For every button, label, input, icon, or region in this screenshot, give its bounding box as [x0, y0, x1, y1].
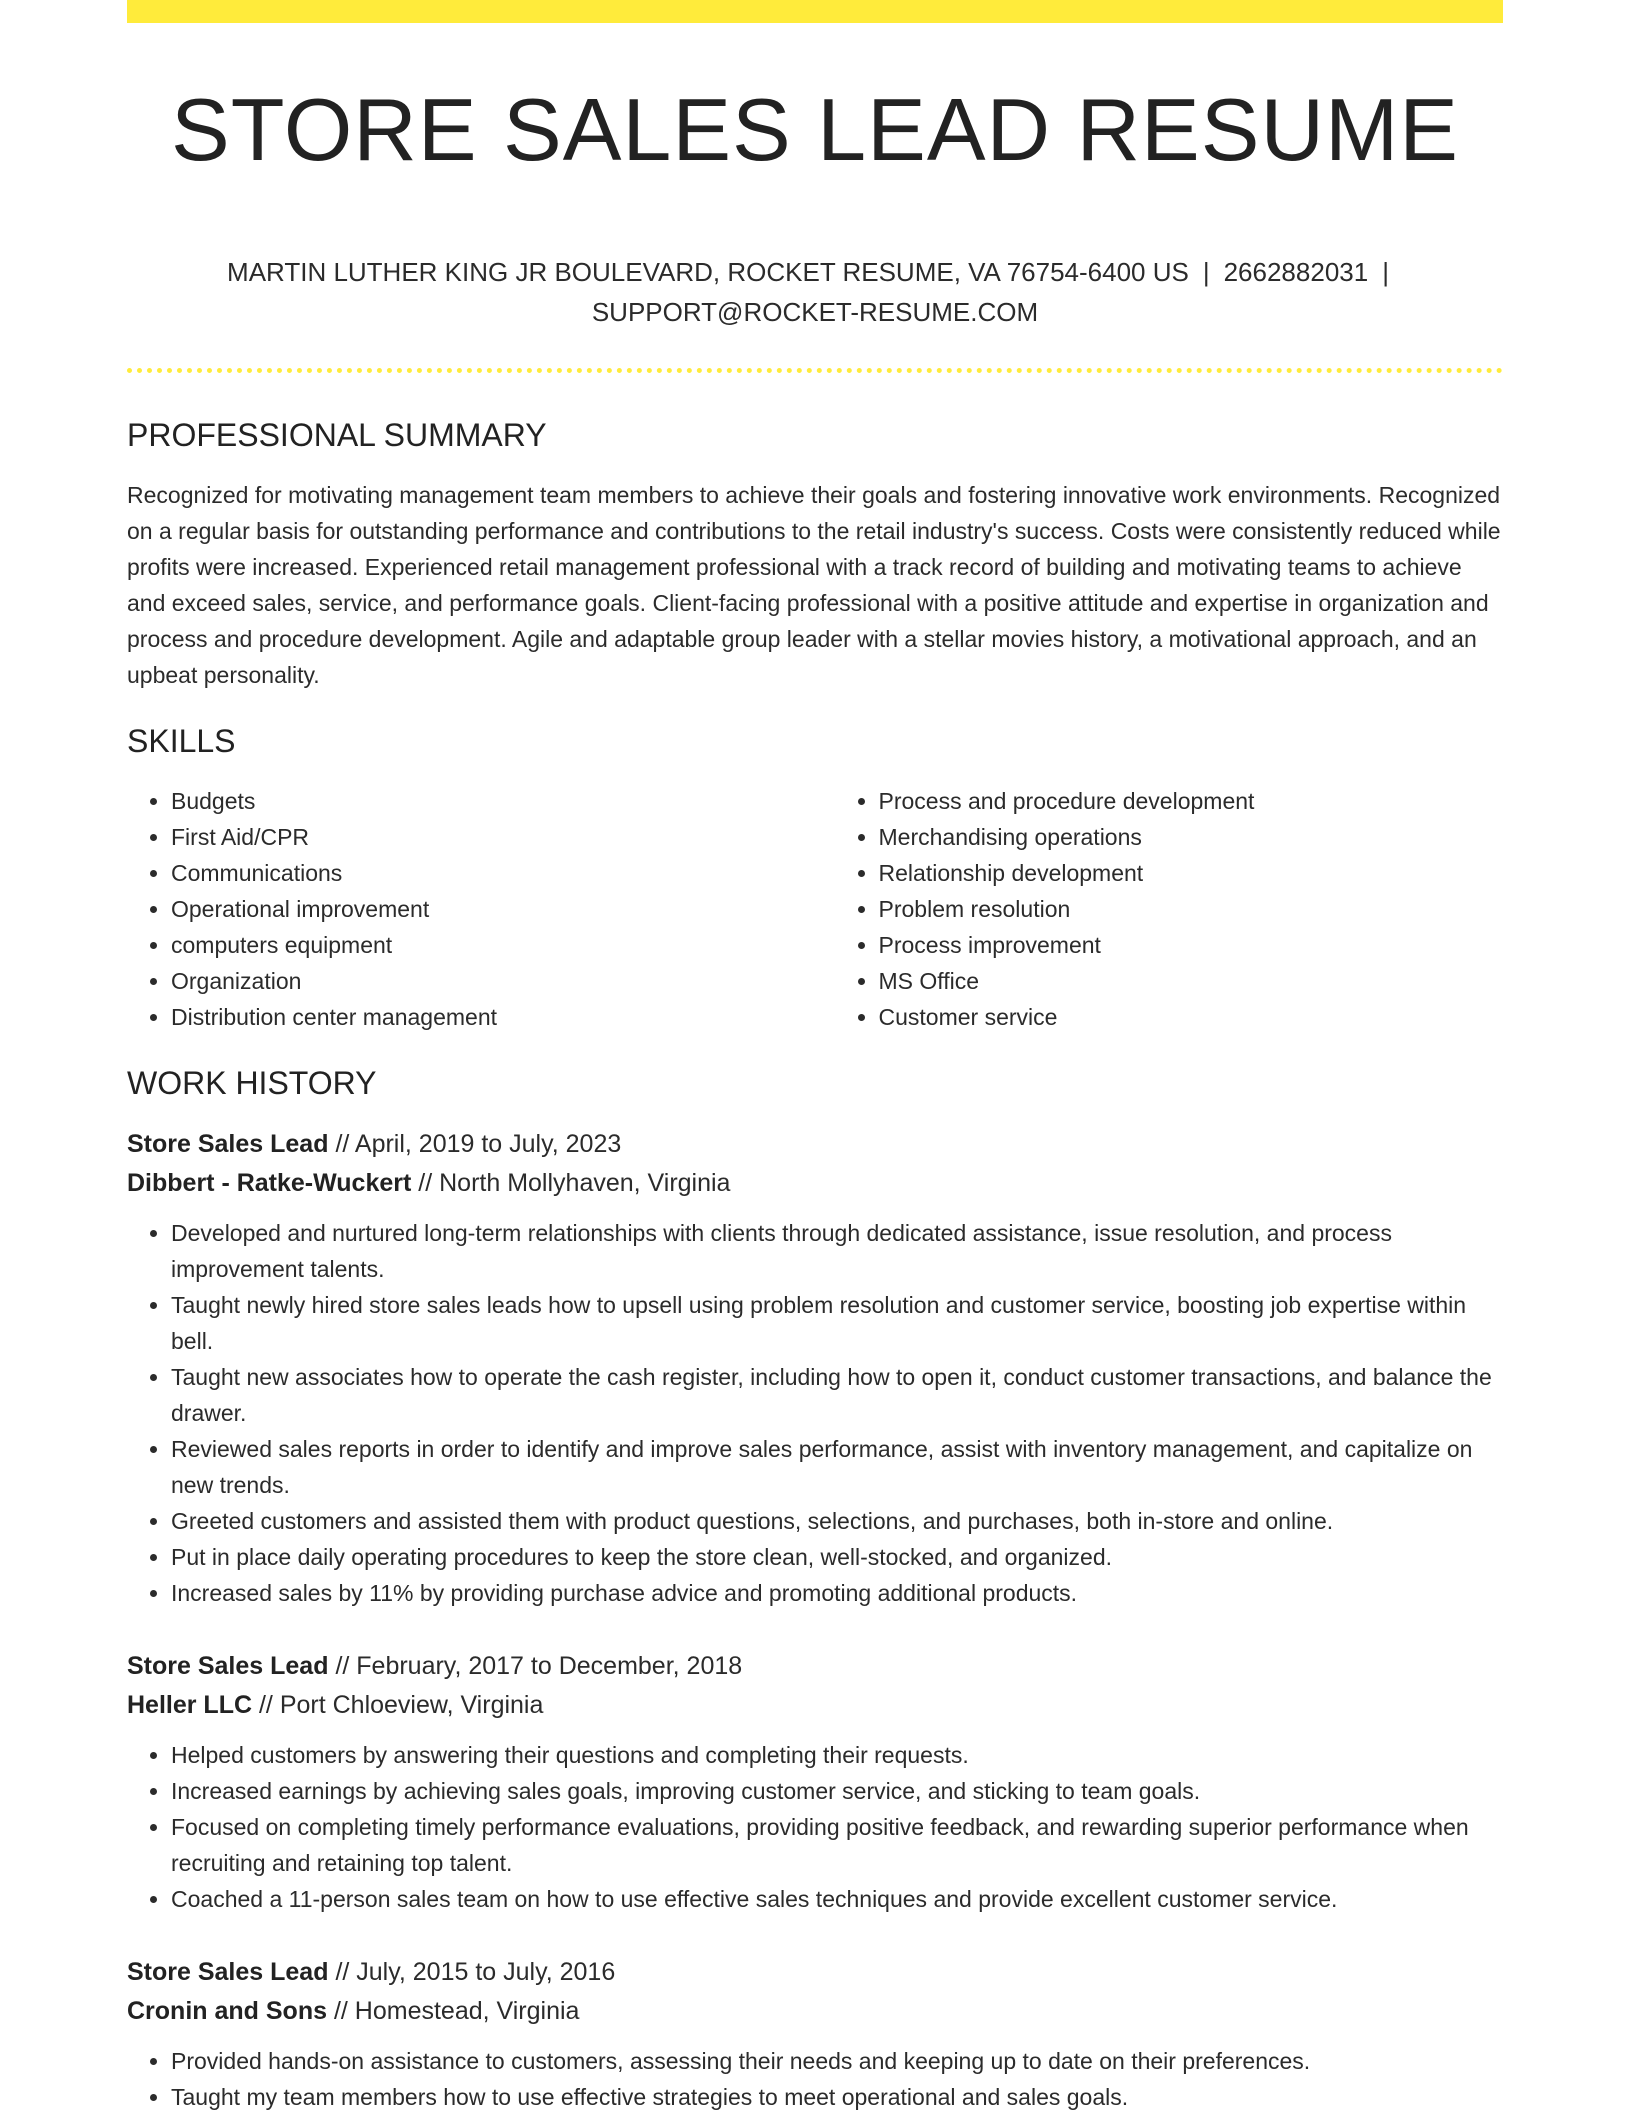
job-bullet-list	[127, 2043, 1503, 2115]
skills-columns	[127, 783, 1503, 1035]
job-entry	[127, 1647, 1503, 1917]
skill-item: • Operational improvement	[171, 891, 835, 927]
contact-separator: |	[1382, 257, 1389, 287]
job-bullet: • Greeted customers and assisted them with product questions, selections, and purchases, both in-store and online.	[171, 1503, 1503, 1539]
job-company-line	[127, 1686, 1503, 1725]
job-company-line	[127, 1164, 1503, 1203]
job-entry	[127, 1125, 1503, 1611]
skill-item: • Budgets	[171, 783, 835, 819]
job-bullet: • Taught new associates how to operate the cash register, including how to open it, conduct customer transactions, and balance the drawer.	[171, 1359, 1503, 1431]
job-bullet: • Taught my team members how to use effective strategies to meet operational and sales goals.	[171, 2079, 1503, 2115]
job-dates: // July, 2015 to July, 2016	[335, 1958, 616, 1986]
job-list	[127, 1125, 1503, 2115]
skill-item: • MS Office	[879, 963, 1503, 999]
job-title-line	[127, 1125, 1503, 1164]
job-company: Heller LLC	[127, 1691, 253, 1719]
skills-list-right	[835, 783, 1503, 1035]
job-bullet: • Put in place daily operating procedures to keep the store clean, well-stocked, and organized.	[171, 1539, 1503, 1575]
page-title: STORE SALES LEAD RESUME	[171, 80, 1459, 179]
job-bullet: • Increased earnings by achieving sales goals, improving customer service, and sticking to team goals.	[171, 1773, 1503, 1809]
job-location: // North Mollyhaven, Virginia	[418, 1169, 731, 1197]
job-dates: // February, 2017 to December, 2018	[335, 1652, 743, 1680]
skill-item: • Distribution center management	[171, 999, 835, 1035]
contact-email: SUPPORT@ROCKET-RESUME.COM	[591, 297, 1039, 327]
job-dates: // April, 2019 to July, 2023	[335, 1130, 622, 1158]
job-bullet: • Coached a 11-person sales team on how to use effective sales techniques and provide excellent customer service.	[171, 1881, 1503, 1917]
job-bullet: • Reviewed sales reports in order to identify and improve sales performance, assist with inventory management, and capitalize on new trends.	[171, 1431, 1503, 1503]
contact-phone: 2662882031	[1223, 257, 1369, 287]
job-bullet: • Helped customers by answering their questions and completing their requests.	[171, 1737, 1503, 1773]
job-title-line	[127, 1953, 1503, 1992]
job-bullet: • Increased sales by 11% by providing purchase advice and promoting additional products.	[171, 1575, 1503, 1611]
contact-separator: |	[1202, 257, 1210, 287]
job-location: // Homestead, Virginia	[333, 1997, 580, 2025]
job-location: // Port Chloeview, Virginia	[258, 1691, 544, 1719]
skill-item: • First Aid/CPR	[171, 819, 835, 855]
skill-item: • Organization	[171, 963, 835, 999]
work-history-heading: WORK HISTORY	[127, 1065, 377, 1101]
job-title: Store Sales Lead	[127, 1958, 329, 1986]
skill-item: • computers equipment	[171, 927, 835, 963]
skill-item: • Merchandising operations	[879, 819, 1503, 855]
job-bullet: • Provided hands-on assistance to customers, assessing their needs and keeping up to date on their preferences.	[171, 2043, 1503, 2079]
skill-item: • Customer service	[879, 999, 1503, 1035]
skill-item: • Process and procedure development	[879, 783, 1503, 819]
job-title: Store Sales Lead	[127, 1652, 329, 1680]
contact-address: MARTIN LUTHER KING JR BOULEVARD, ROCKET RESUME, VA 76754-6400 US	[227, 257, 1189, 287]
job-title-line	[127, 1647, 1503, 1686]
job-bullet-list	[127, 1215, 1503, 1611]
job-bullet: • Taught newly hired store sales leads how to upsell using problem resolution and customer service, boosting job expertise within bell.	[171, 1287, 1503, 1359]
job-company: Cronin and Sons	[127, 1997, 327, 2025]
skill-item: • Communications	[171, 855, 835, 891]
job-bullet: • Developed and nurtured long-term relationships with clients through dedicated assistance, issue resolution, and process improvement talents.	[171, 1215, 1503, 1287]
job-bullet-list	[127, 1737, 1503, 1917]
skills-heading: SKILLS	[127, 723, 236, 759]
contact-info	[127, 252, 1503, 332]
summary-text: Recognized for motivating management team members to achieve their goals and fostering innovative work environments. Recognized on a regular basis for outstanding performance and contributions to the retail industry's success. Costs were consistently reduced while profits were increased. Experienced retail management professional with a track record of building and motivating teams to achieve and exceed sales, service, and performance goals. Client-facing professional with a positive attitude and expertise in organization and process and procedure development. Agile and adaptable group leader with a stellar movies history, a motivational approach, and an upbeat personality.	[127, 482, 1501, 688]
skill-item: • Problem resolution	[879, 891, 1503, 927]
skills-list-left	[127, 783, 835, 1035]
job-bullet: • Focused on completing timely performance evaluations, providing positive feedback, and rewarding superior performance when recruiting and retaining top talent.	[171, 1809, 1503, 1881]
summary-heading: PROFESSIONAL SUMMARY	[127, 417, 547, 453]
skill-item: • Relationship development	[879, 855, 1503, 891]
dotted-divider	[127, 368, 1503, 373]
job-company: Dibbert - Ratke-Wuckert	[127, 1169, 412, 1197]
job-title: Store Sales Lead	[127, 1130, 329, 1158]
job-entry	[127, 1953, 1503, 2115]
skill-item: • Process improvement	[879, 927, 1503, 963]
job-company-line	[127, 1992, 1503, 2031]
resume-content	[127, 0, 1503, 2115]
